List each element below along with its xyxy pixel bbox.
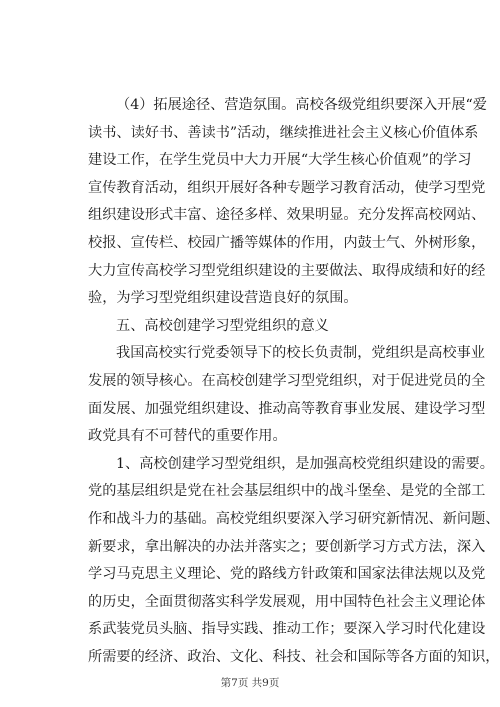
paragraph-2-line: 面发展、加强党组织建设、推动高等教育事业发展、建设学习型 — [88, 400, 486, 417]
paragraph-1-line: 宣传教育活动，组织开展好各种专题学习教育活动，使学习型党 — [88, 179, 486, 196]
paragraph-3-line: 党的基层组织是党在社会基层组织中的战斗堡垒、是党的全部工 — [88, 483, 486, 500]
paragraph-3-line: 1、高校创建学习型党组织，是加强高校党组织建设的需要。 — [116, 455, 494, 472]
body-text — [88, 92, 500, 671]
paragraph-3-line: 的历史，全面贯彻落实科学发展观，用中国特色社会主义理论体 — [88, 593, 486, 610]
paragraph-1-line: 组织建设形式丰富、途径多样、效果明显。充分发挥高校网站、 — [88, 207, 486, 224]
paragraph-2-line: 发展的领导核心。在高校创建学习型党组织，对于促进党员的全 — [88, 372, 486, 389]
paragraph-1-line: 大力宣传高校学习型党组织建设的主要做法、取得成绩和好的经 — [88, 262, 486, 279]
paragraph-3-line: 新要求，拿出解决的办法并落实之；要创新学习方式方法，深入 — [88, 538, 486, 555]
paragraph-2-line: 我国高校实行党委领导下的校长负责制，党组织是高校事业 — [116, 345, 485, 362]
paragraph-1-line: （4）拓展途径、营造氛围。高校各级党组织要深入开展“爱 — [116, 97, 487, 113]
paragraph-2-line: 政党具有不可替代的重要作用。 — [88, 428, 287, 445]
paragraph-3-line: 作和战斗力的基础。高校党组织要深入学习研究新情况、新问题、 — [88, 510, 500, 527]
paragraph-3-line: 所需要的经济、政治、文化、科技、社会和国际等各方面的知识， — [88, 648, 500, 665]
paragraph-1-line: 读书、读好书、善读书”活动，继续推进社会主义核心价值体系 — [88, 124, 479, 141]
section-heading: 五、高校创建学习型党组织的意义 — [116, 317, 329, 334]
paragraph-1-line: 验，为学习型党组织建设营造良好的氛围。 — [88, 290, 358, 307]
paragraph-1-line: 校报、宣传栏、校园广播等媒体的作用，内鼓士气、外树形象， — [88, 234, 486, 251]
paragraph-1-line: 建设工作，在学生党员中大力开展“大学生核心价值观”的学习 — [88, 152, 472, 169]
paragraph-3-line: 学习马克思主义理论、党的路线方针政策和国家法律法规以及党 — [88, 566, 486, 583]
paragraph-3-line: 系武装党员头脑、指导实践、推动工作；要深入学习时代化建设 — [88, 621, 486, 638]
page-footer: 第7页 共9页 — [220, 677, 280, 689]
